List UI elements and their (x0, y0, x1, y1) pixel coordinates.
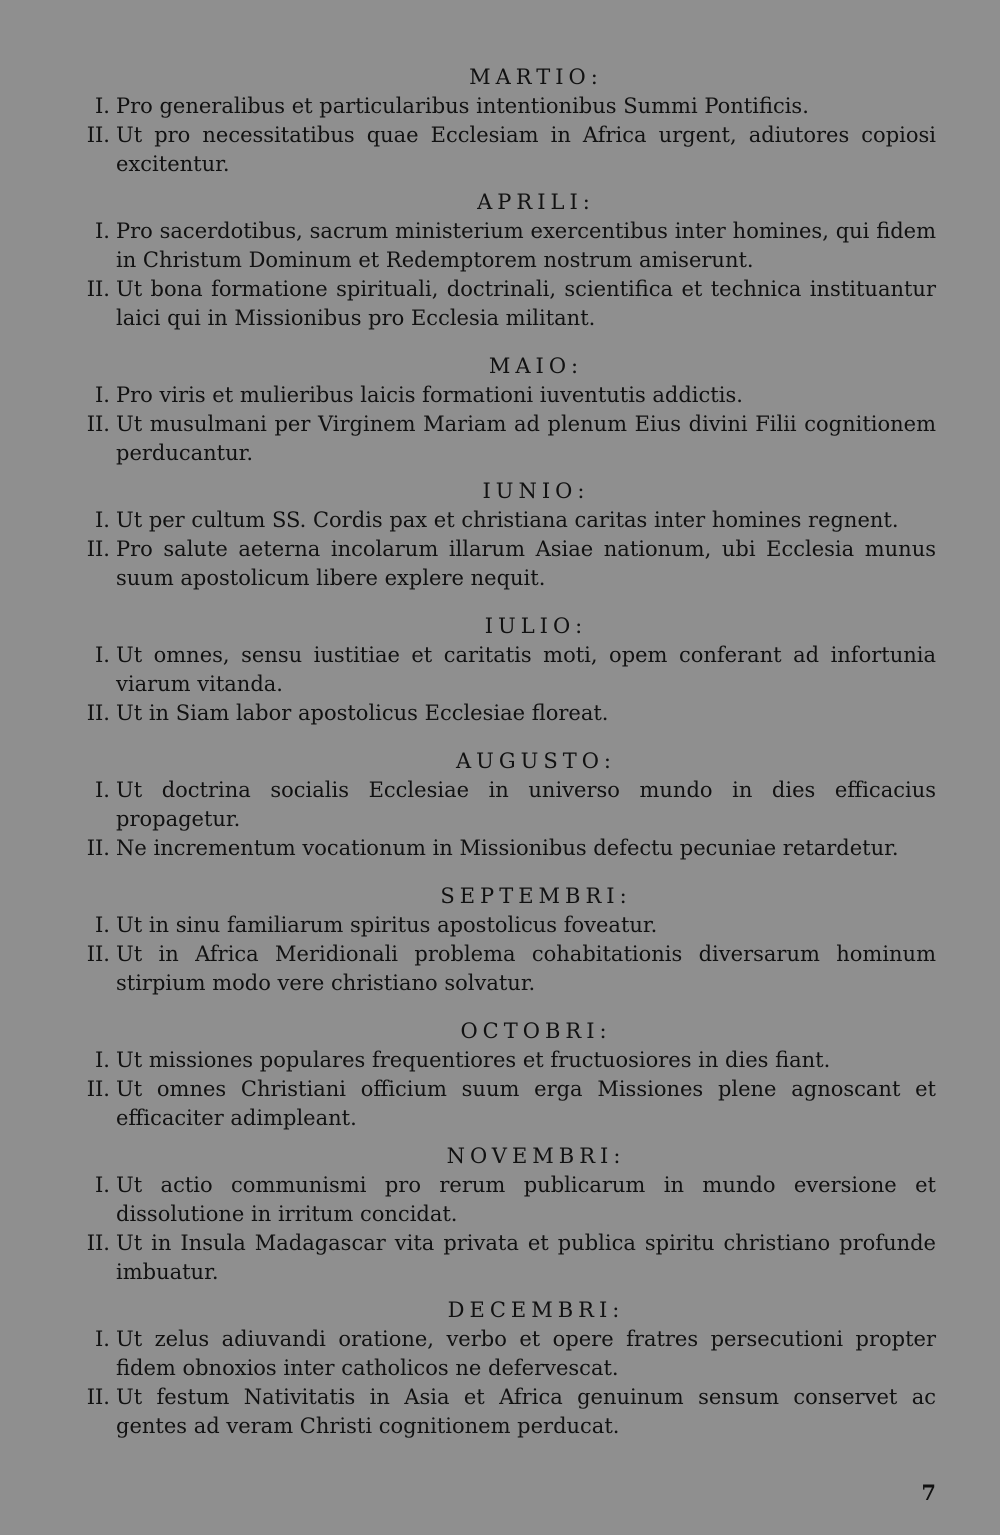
month-heading: APRILI: (477, 190, 595, 214)
month-heading: MAIO: (488, 354, 584, 378)
item-text: Pro viris et mulieribus laicis formationi iuventutis addictis. (116, 383, 743, 407)
item-text: Ut doctrina socialis Ecclesiae in universo mundo in dies efficacius propagetur. (116, 778, 936, 831)
section-septembri (76, 881, 936, 998)
item-text: Pro generalibus et particularibus intentionibus Summi Pontificis. (116, 94, 809, 118)
item-number: II. (86, 537, 110, 561)
list-item (76, 217, 936, 275)
item-text: Ut musulmani per Virginem Mariam ad plenum Eius divini Filii cognitionem perducantur. (116, 412, 936, 465)
item-text: Ut zelus adiuvandi oratione, verbo et opere fratres persecutioni propter fidem obnoxios inter catholicos ne defervescat. (116, 1327, 936, 1380)
list-item (76, 834, 936, 863)
month-heading: MARTIO: (469, 65, 603, 89)
item-text: Pro sacerdotibus, sacrum ministerium exercentibus inter homines, qui fidem in Christum Dominum et Redemptorem nostrum amiserunt. (116, 219, 936, 272)
list-item (76, 641, 936, 699)
item-text: Ut in sinu familiarum spiritus apostolicus foveatur. (116, 913, 658, 937)
item-text: Ut actio communismi pro rerum publicarum in mundo eversione et dissolutione in irritum concidat. (116, 1173, 936, 1226)
list-item (76, 381, 936, 410)
item-text: Ut in Insula Madagascar vita privata et publica spiritu christiano profunde imbuatur. (116, 1231, 936, 1284)
list-item (76, 1046, 936, 1075)
month-heading: DECEMBRI: (447, 1298, 625, 1322)
month-heading: OCTOBRI: (460, 1019, 612, 1043)
item-text: Ut per cultum SS. Cordis pax et christiana caritas inter homines regnent. (116, 508, 899, 532)
list-item (76, 1171, 936, 1229)
item-text: Ut in Siam labor apostolicus Ecclesiae floreat. (116, 701, 609, 725)
item-text: Pro salute aeterna incolarum illarum Asiae nationum, ubi Ecclesia munus suum apostolicum libere explere nequit. (116, 537, 936, 590)
item-number: I. (95, 1173, 110, 1197)
item-text: Ut festum Nativitatis in Asia et Africa genuinum sensum conservet ac gentes ad veram Christi cognitionem perducat. (116, 1385, 936, 1438)
item-number: II. (86, 277, 110, 301)
item-text: Ut omnes Christiani officium suum erga Missiones plene agnoscant et efficaciter adimpleant. (116, 1077, 936, 1130)
list-item (76, 275, 936, 333)
section-martio (76, 62, 936, 179)
list-item (76, 121, 936, 179)
section-aprili (76, 187, 936, 333)
month-heading: SEPTEMBRI: (440, 884, 632, 908)
section-maio (76, 351, 936, 468)
item-number: II. (86, 1231, 110, 1255)
list-item (76, 506, 936, 535)
section-iunio (76, 476, 936, 593)
item-text: Ut omnes, sensu iustitiae et caritatis moti, opem conferant ad infortunia viarum vitanda. (116, 643, 936, 696)
list-item (76, 410, 936, 468)
list-item (76, 92, 936, 121)
page-number: 7 (921, 1480, 936, 1505)
list-item (76, 699, 936, 728)
item-number: II. (86, 1077, 110, 1101)
month-heading: IULIO: (484, 614, 588, 638)
list-item (76, 1325, 936, 1383)
item-number: I. (95, 94, 110, 118)
list-item (76, 940, 936, 998)
item-number: I. (95, 1048, 110, 1072)
section-iulio (76, 611, 936, 728)
item-text: Ut in Africa Meridionali problema cohabitationis diversarum hominum stirpium modo vere christiano solvatur. (116, 942, 936, 995)
item-number: II. (86, 1385, 110, 1409)
item-number: I. (95, 508, 110, 532)
item-number: II. (86, 942, 110, 966)
item-number: I. (95, 383, 110, 407)
item-number: II. (86, 836, 110, 860)
month-heading: IUNIO: (482, 479, 590, 503)
list-item (76, 911, 936, 940)
list-item (76, 776, 936, 834)
list-item (76, 1383, 936, 1441)
list-item (76, 535, 936, 593)
list-item (76, 1075, 936, 1133)
section-octobri (76, 1016, 936, 1133)
section-decembri (76, 1295, 936, 1441)
item-number: II. (86, 123, 110, 147)
content (76, 62, 936, 1441)
item-text: Ne incrementum vocationum in Missionibus defectu pecuniae retardetur. (116, 836, 899, 860)
item-text: Ut bona formatione spirituali, doctrinali, scientifica et technica instituantur laici qui in Missionibus pro Ecclesia militant. (116, 277, 936, 330)
item-number: I. (95, 913, 110, 937)
item-text: Ut pro necessitatibus quae Ecclesiam in Africa urgent, adiutores copiosi excitentur. (116, 123, 936, 176)
section-novembri (76, 1141, 936, 1287)
section-augusto (76, 746, 936, 863)
month-heading: NOVEMBRI: (446, 1144, 626, 1168)
item-number: II. (86, 412, 110, 436)
item-text: Ut missiones populares frequentiores et fructuosiores in dies fiant. (116, 1048, 831, 1072)
item-number: I. (95, 1327, 110, 1351)
item-number: II. (86, 701, 110, 725)
list-item (76, 1229, 936, 1287)
item-number: I. (95, 219, 110, 243)
month-heading: AUGUSTO: (455, 749, 617, 773)
item-number: I. (95, 643, 110, 667)
item-number: I. (95, 778, 110, 802)
